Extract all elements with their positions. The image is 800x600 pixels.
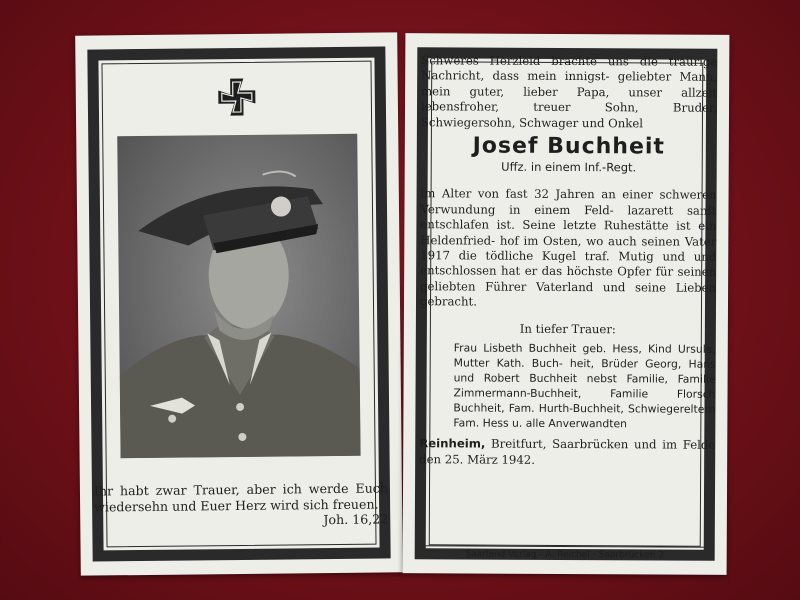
publisher-line: Saarland-Verlag - A. Reichel - Saarbrücken 2 xyxy=(417,545,713,561)
obituary-text xyxy=(419,53,717,468)
military-rank: Uffz. in einem Inf.-Regt. xyxy=(501,159,637,175)
family-list: Frau Lisbeth Buchheit geb. Hess, Kind Ursula, Mutter Kath. Buch- heit, Brüder Georg, Hans und Robert Buchheit nebst Familie, Familie Zimmermann-Buchheit, Familie Florsch Buchheit, Fam. Hurth-Buchheit, Schwiegereltern Fam. Hess u. alle Anverwandten xyxy=(453,341,716,431)
verse-text: Ihr habt zwar Trauer, aber ich werde Euch wiedersehn und Euer Herz wird sich freuen. xyxy=(93,480,389,515)
cross-emblem xyxy=(103,76,371,123)
intro-paragraph: Schweres Herzleid brachte uns die traurige Nachricht, dass mein innigst- geliebter Mann, mein guter, lieber Papa, unser allzeit lebensfroher, treuer Sohn, Bruder, Schwiegersohn, Schwager und Onkel xyxy=(420,53,718,131)
body-paragraph: im Alter von fast 32 Jahren an einer schweren Verwundung in einem Feld- lazarett sanft entschlafen ist. Seine letzte Ruhestätte ist ein Heldenfried- hof im Osten, wo auch seinen Vater 1917 die tödliche Kugel traf. Mutig und und entschlossen hat er das höchste Opfer für seinen geliebten Führer Vaterland und seine Lieben gebracht. xyxy=(419,186,717,309)
mourning-heading: In tiefer Trauer: xyxy=(519,321,616,336)
iron-cross-icon xyxy=(217,77,257,117)
place-rest: Breitfurt, Saarbrücken und im Felde den 25. März 1942. xyxy=(419,436,716,467)
deceased-name: Josef Buchheit xyxy=(472,133,666,160)
right-card-panel xyxy=(403,33,730,575)
bible-verse xyxy=(94,480,388,530)
left-inner-frame xyxy=(101,61,376,548)
portrait-photo xyxy=(117,134,360,458)
verse-reference: Joh. 16,22 xyxy=(323,511,389,528)
place-first: Reinheim, xyxy=(419,436,486,451)
left-card-panel xyxy=(75,32,403,575)
place-date xyxy=(419,436,715,468)
